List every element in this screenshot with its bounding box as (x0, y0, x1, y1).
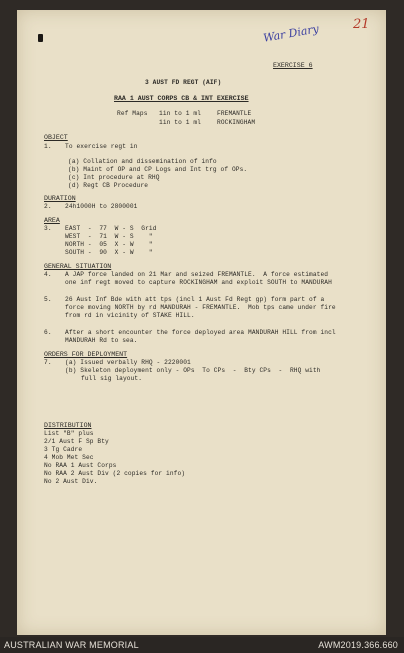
object-number: 1. (44, 143, 52, 150)
distribution-item: List "B" plus (44, 430, 94, 437)
ref-scale-1: 1in to 1 ml (159, 110, 201, 117)
footer-bar (0, 637, 404, 653)
orders-item-b: (b) Skeleton deployment only - OPs To CPs - Bty CPs - RHQ with (65, 367, 321, 374)
punch-hole (38, 34, 43, 42)
duration-number: 2. (44, 203, 52, 210)
distribution-item: 4 Mob Met Sec (44, 454, 94, 461)
area-number: 3. (44, 225, 52, 232)
orders-heading: ORDERS FOR DEPLOYMENT (44, 351, 128, 358)
duration-heading: DURATION (44, 195, 76, 202)
area-heading: AREA (44, 217, 60, 224)
area-row: EAST - 77 W - S Grid (65, 225, 157, 232)
document-title: RAA 1 AUST CORPS CB & INT EXERCISE (114, 95, 249, 102)
document-sheet (17, 10, 386, 635)
para-5-number: 5. (44, 296, 52, 303)
orders-item-b-cont: full sig layout. (81, 375, 143, 382)
object-item: (c) Int procedure at RHQ (68, 174, 160, 181)
area-row: WEST - 71 W - S " (65, 233, 153, 240)
para-4-line: one inf regt moved to capture ROCKINGHAM and exploit SOUTH to MANDURAH (65, 279, 332, 286)
ref-place-1: FREMANTLE (217, 110, 252, 117)
distribution-item: No RAA 1 Aust Corps (44, 462, 117, 469)
ref-scale-2: 1in to 1 ml (159, 119, 201, 126)
para-6-line: MANDURAH Rd to sea. (65, 337, 138, 344)
general-situation-heading: GENERAL SITUATION (44, 263, 112, 270)
object-item: (a) Collation and dissemination of info (68, 158, 217, 165)
exercise-label: EXERCISE 6 (273, 62, 313, 69)
para-4-line: A JAP force landed on 21 Mar and seized FREMANTLE. A force estimated (65, 271, 329, 278)
object-intro: To exercise regt in (65, 143, 138, 150)
object-heading: OBJECT (44, 134, 68, 141)
para-4-number: 4. (44, 271, 52, 278)
unit-title: 3 AUST FD REGT (AIF) (145, 79, 222, 86)
orders-item-a: (a) Issued verbally RHQ - 2220001 (65, 359, 191, 366)
para-6-number: 6. (44, 329, 52, 336)
area-row: SOUTH - 90 X - W " (65, 249, 153, 256)
para-5-line: 26 Aust Inf Bde with att tps (incl 1 Aust Fd Regt gp) form part of a (65, 296, 325, 303)
distribution-item: 3 Tg Cadre (44, 446, 83, 453)
object-item: (b) Maint of OP and CP Logs and Int trg of OPs. (68, 166, 248, 173)
distribution-item: 2/1 Aust F Sp Bty (44, 438, 109, 445)
distribution-item: No RAA 2 Aust Div (2 copies for info) (44, 470, 186, 477)
area-row: NORTH - 05 X - W " (65, 241, 153, 248)
footer-institution: AUSTRALIAN WAR MEMORIAL (4, 640, 139, 650)
para-5-line: from rd in vicinity of STAKE HILL. (65, 312, 195, 319)
handwritten-war-diary: War Diary (262, 22, 320, 45)
ref-maps-label: Ref Maps (117, 110, 148, 117)
orders-number: 7. (44, 359, 52, 366)
ref-place-2: ROCKINGHAM (217, 119, 256, 126)
object-item: (d) Regt CB Procedure (68, 182, 149, 189)
para-5-line: force moving NORTH by rd MANDURAH - FREMANTLE. Mob tps came under fire (65, 304, 336, 311)
para-6-line: After a short encounter the force deployed area MANDURAH HILL from incl (65, 329, 336, 336)
distribution-item: No 2 Aust Div. (44, 478, 98, 485)
handwritten-page-number: 21 (353, 17, 370, 32)
distribution-heading: DISTRIBUTION (44, 422, 92, 429)
footer-reference: AWM2019.366.660 (318, 640, 398, 650)
duration-text: 24h1000H to 2800001 (65, 203, 138, 210)
